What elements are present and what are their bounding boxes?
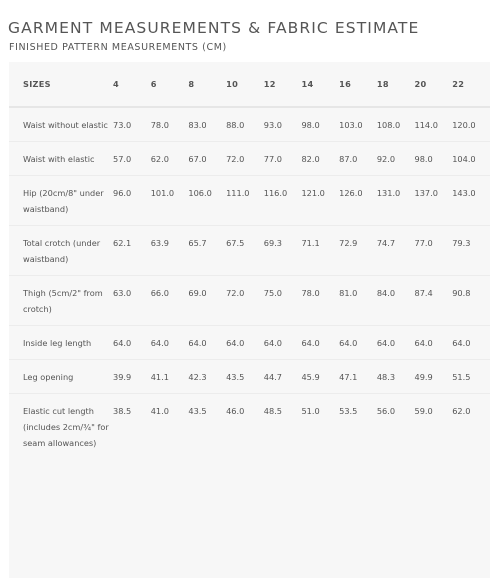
table-cell: 38.5 xyxy=(113,394,151,460)
table-row xyxy=(9,360,490,394)
table-cell: 39.9 xyxy=(113,360,151,394)
measurements-table-container xyxy=(9,62,490,578)
table-cell: 51.5 xyxy=(452,360,490,394)
table-cell: 96.0 xyxy=(113,176,151,226)
table-cell: 103.0 xyxy=(339,107,377,142)
table-cell: 64.0 xyxy=(339,326,377,360)
column-header-size: 16 xyxy=(339,79,352,89)
table-cell: 41.1 xyxy=(151,360,189,394)
table-cell: 75.0 xyxy=(264,276,302,326)
table-cell: 64.0 xyxy=(452,326,490,360)
table-cell: 93.0 xyxy=(264,107,302,142)
table-cell: 64.0 xyxy=(415,326,453,360)
table-row xyxy=(9,276,490,326)
table-cell: 90.8 xyxy=(452,276,490,326)
table-cell: 67.5 xyxy=(226,226,264,276)
table-cell: 74.7 xyxy=(377,226,415,276)
table-cell: 111.0 xyxy=(226,176,264,226)
table-cell: 69.3 xyxy=(264,226,302,276)
column-header-size: 20 xyxy=(414,79,427,89)
table-cell: 88.0 xyxy=(226,107,264,142)
table-cell: 137.0 xyxy=(415,176,453,226)
row-label: Elastic cut length (includes 2cm/¾" for seam allowances) xyxy=(9,394,113,460)
table-cell: 98.0 xyxy=(415,142,453,176)
table-cell: 62.1 xyxy=(113,226,151,276)
table-cell: 126.0 xyxy=(339,176,377,226)
table-cell: 53.5 xyxy=(339,394,377,460)
table-cell: 64.0 xyxy=(113,326,151,360)
table-cell: 57.0 xyxy=(113,142,151,176)
table-cell: 49.9 xyxy=(415,360,453,394)
table-cell: 73.0 xyxy=(113,107,151,142)
row-label: Waist with elastic xyxy=(9,142,113,176)
table-cell: 92.0 xyxy=(377,142,415,176)
column-header-size: 8 xyxy=(188,79,195,89)
table-cell: 64.0 xyxy=(226,326,264,360)
table-cell: 43.5 xyxy=(188,394,226,460)
table-cell: 64.0 xyxy=(151,326,189,360)
table-cell: 84.0 xyxy=(377,276,415,326)
table-row xyxy=(9,394,490,460)
table-row xyxy=(9,326,490,360)
table-cell: 78.0 xyxy=(301,276,339,326)
table-cell: 47.1 xyxy=(339,360,377,394)
table-cell: 79.3 xyxy=(452,226,490,276)
table-cell: 87.0 xyxy=(339,142,377,176)
page-title: GARMENT MEASUREMENTS & FABRIC ESTIMATE xyxy=(8,19,420,38)
table-cell: 43.5 xyxy=(226,360,264,394)
measurements-table xyxy=(9,62,490,459)
row-label: Total crotch (under waistband) xyxy=(9,226,113,276)
table-cell: 48.5 xyxy=(264,394,302,460)
table-cell: 98.0 xyxy=(301,107,339,142)
table-cell: 143.0 xyxy=(452,176,490,226)
table-cell: 67.0 xyxy=(188,142,226,176)
table-cell: 62.0 xyxy=(151,142,189,176)
table-body xyxy=(9,107,490,459)
row-label: Leg opening xyxy=(9,360,113,394)
table-cell: 72.0 xyxy=(226,142,264,176)
table-cell: 104.0 xyxy=(452,142,490,176)
column-header-size: 4 xyxy=(113,79,120,89)
table-cell: 101.0 xyxy=(151,176,189,226)
column-header-size: 6 xyxy=(150,79,157,89)
table-cell: 59.0 xyxy=(415,394,453,460)
table-cell: 77.0 xyxy=(415,226,453,276)
table-cell: 64.0 xyxy=(301,326,339,360)
table-cell: 46.0 xyxy=(226,394,264,460)
table-cell: 83.0 xyxy=(188,107,226,142)
table-cell: 65.7 xyxy=(188,226,226,276)
table-cell: 121.0 xyxy=(301,176,339,226)
row-label: Waist without elastic xyxy=(9,107,113,142)
column-header-size: 18 xyxy=(376,79,389,89)
table-cell: 108.0 xyxy=(377,107,415,142)
table-cell: 56.0 xyxy=(377,394,415,460)
table-cell: 66.0 xyxy=(151,276,189,326)
table-cell: 77.0 xyxy=(264,142,302,176)
table-cell: 44.7 xyxy=(264,360,302,394)
table-cell: 87.4 xyxy=(415,276,453,326)
table-cell: 63.9 xyxy=(151,226,189,276)
column-header-size: 14 xyxy=(301,79,314,89)
column-header-size: 22 xyxy=(452,79,465,89)
table-cell: 78.0 xyxy=(151,107,189,142)
table-cell: 81.0 xyxy=(339,276,377,326)
table-cell: 51.0 xyxy=(301,394,339,460)
table-cell: 48.3 xyxy=(377,360,415,394)
table-cell: 63.0 xyxy=(113,276,151,326)
table-cell: 64.0 xyxy=(188,326,226,360)
table-row xyxy=(9,176,490,226)
column-header-size: 12 xyxy=(263,79,276,89)
table-row xyxy=(9,142,490,176)
table-cell: 69.0 xyxy=(188,276,226,326)
table-row xyxy=(9,107,490,142)
table-cell: 41.0 xyxy=(151,394,189,460)
table-cell: 64.0 xyxy=(377,326,415,360)
table-cell: 114.0 xyxy=(415,107,453,142)
table-cell: 62.0 xyxy=(452,394,490,460)
row-label: Thigh (5cm/2" from crotch) xyxy=(9,276,113,326)
table-cell: 42.3 xyxy=(188,360,226,394)
table-cell: 45.9 xyxy=(301,360,339,394)
table-cell: 72.9 xyxy=(339,226,377,276)
section-title: FINISHED PATTERN MEASUREMENTS (CM) xyxy=(9,42,227,53)
table-cell: 64.0 xyxy=(264,326,302,360)
table-cell: 116.0 xyxy=(264,176,302,226)
table-cell: 82.0 xyxy=(301,142,339,176)
table-cell: 72.0 xyxy=(226,276,264,326)
table-cell: 131.0 xyxy=(377,176,415,226)
column-header-sizes: SIZES xyxy=(23,79,51,89)
row-label: Inside leg length xyxy=(9,326,113,360)
table-cell: 120.0 xyxy=(452,107,490,142)
table-cell: 71.1 xyxy=(301,226,339,276)
table-cell: 106.0 xyxy=(188,176,226,226)
table-header-row xyxy=(9,62,490,107)
table-row xyxy=(9,226,490,276)
column-header-size: 10 xyxy=(226,79,239,89)
row-label: Hip (20cm/8" under waistband) xyxy=(9,176,113,226)
